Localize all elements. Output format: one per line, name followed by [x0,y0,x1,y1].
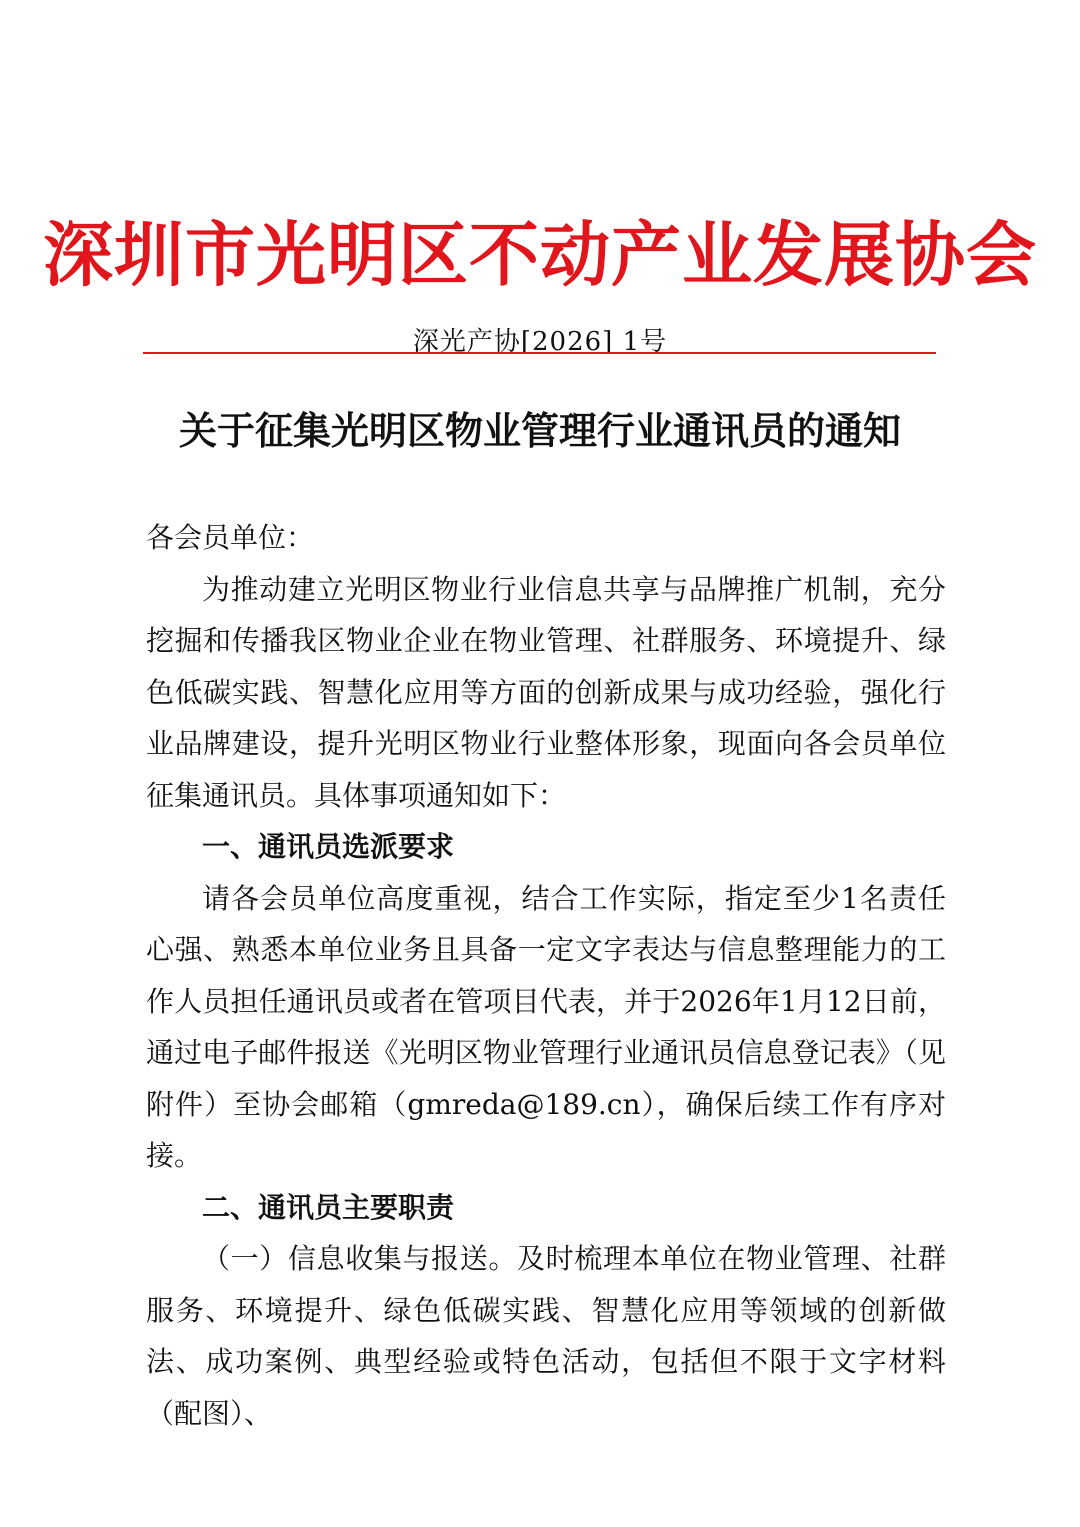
duty-item-label: （一）信息收集与报送。 [202,1242,518,1275]
intro-paragraph: 为推动建立光明区物业行业信息共享与品牌推广机制，充分挖掘和传播我区物业企业在物业管理、社群服务、环境提升、绿色低碳实践、智慧化应用等方面的创新成果与成功经验，强化行业品牌建设，提升光明区物业行业整体形象，现面向各会员单位征集通讯员。具体事项通知如下： [146,572,946,812]
document-number: 深光产协[2026] 1号 [412,327,668,357]
organization-header: 深圳市光明区不动产业发展协会 [43,214,1037,296]
document-title: 关于征集光明区物业管理行业通讯员的通知 [178,408,901,453]
section-heading-duties: 二、通讯员主要职责 [202,1190,455,1224]
section-heading-requirements: 一、通讯员选派要求 [202,830,455,863]
salutation: 各会员单位： [146,521,315,554]
duty-item-paragraph [146,1233,946,1439]
red-divider-line [143,352,936,354]
document-body [146,512,946,1439]
duty-item-body: 及时梳理本单位在物业管理、社群服务、环境提升、绿色低碳实践、智慧化应用等领域的创新做法、成功案例、典型经验或特色活动，包括但不限于文字材料（配图）、 [146,1242,946,1430]
section-paragraph-requirements: 请各会员单位高度重视，结合工作实际，指定至少1名责任心强、熟悉本单位业务且具备一定文字表达与信息整理能力的工作人员担任通讯员或者在管项目代表，并于2026年1月12日前，通过电子邮件报送《光明区物业管理行业通讯员信息登记表》（见附件）至协会邮箱（gmreda@189.cn），确保后续工作有序对接。 [146,881,946,1172]
